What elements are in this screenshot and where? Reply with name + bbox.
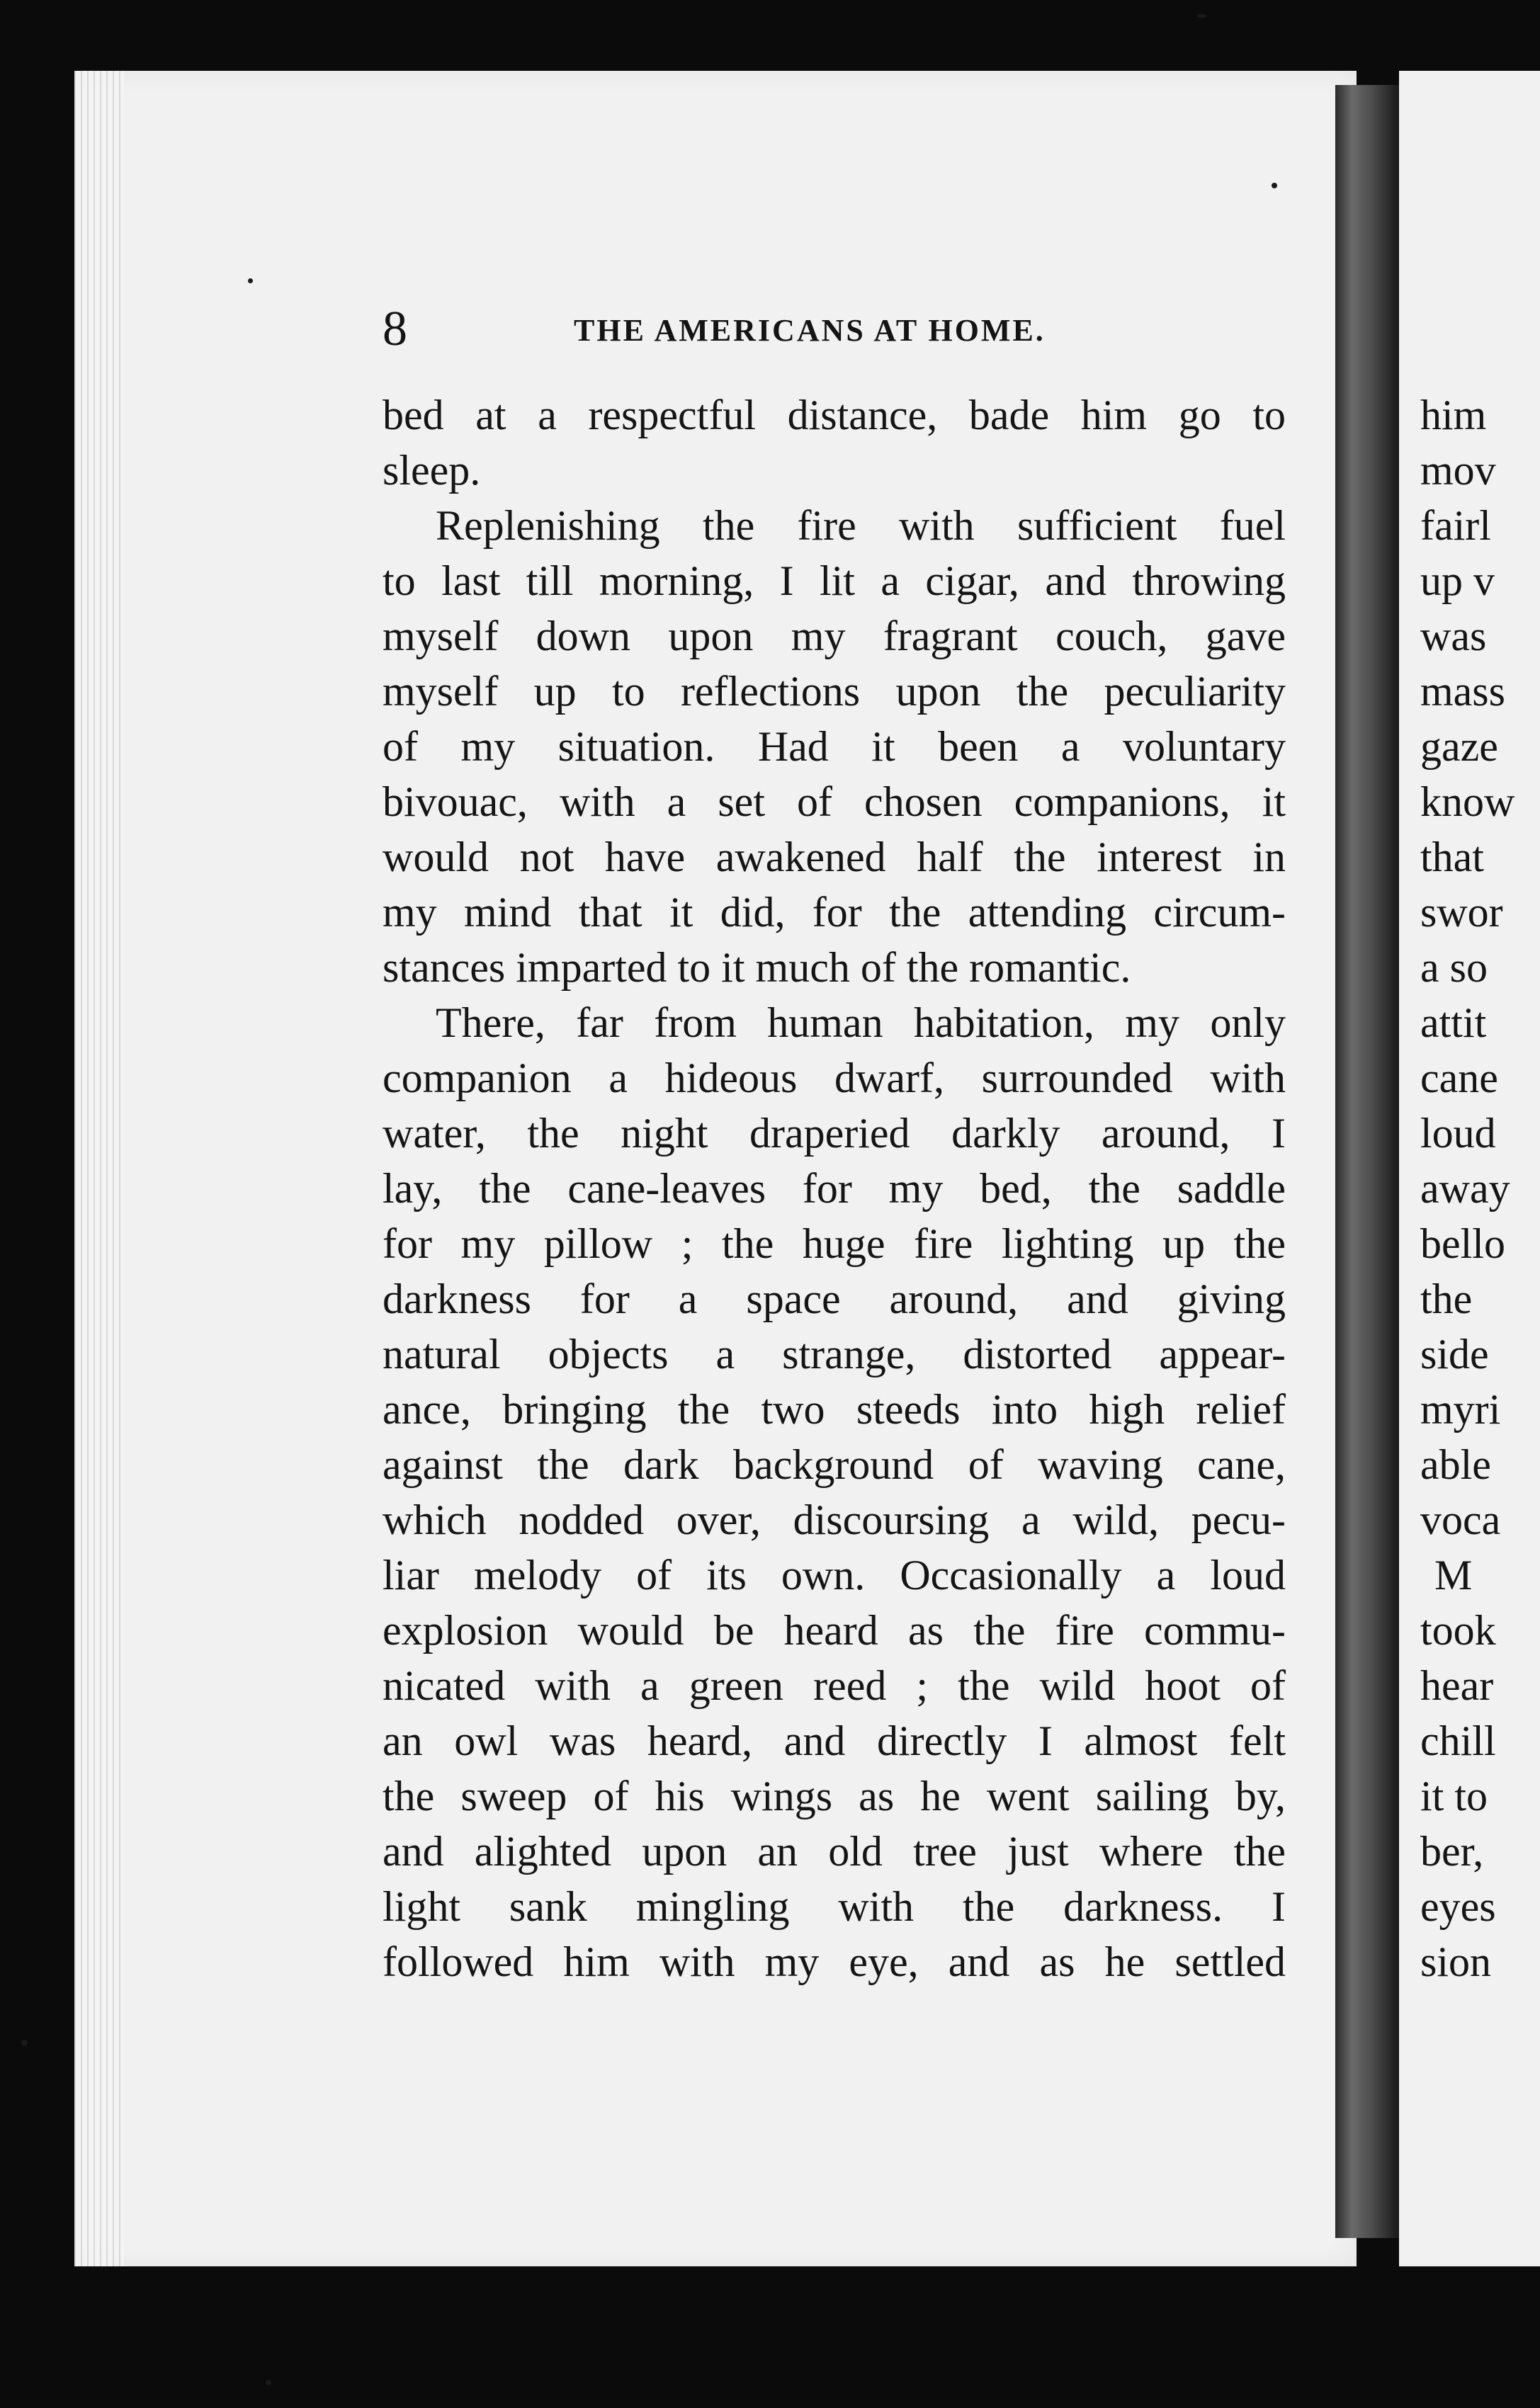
text-line: for my pillow ; the huge fire lighting up the [383,1220,1286,1267]
right-page-line: it to [1420,1773,1488,1819]
right-page-line: ber, [1420,1828,1484,1875]
right-page-line: M [1434,1552,1473,1598]
text-line: natural objects a strange, distorted appear- [383,1331,1286,1378]
text-line: nicated with a green reed ; the wild hoot of [383,1662,1286,1709]
page-number: 8 [383,302,407,356]
scan-speck [21,2040,28,2046]
scan-speck [1197,14,1207,18]
right-page-line: side [1420,1331,1489,1378]
text-line: companion a hideous dwarf, surrounded with [383,1055,1286,1101]
right-page-line: mov [1420,447,1496,494]
text-line: would not have awakened half the interest in [383,834,1286,880]
text-line: light sank mingling with the darkness. I [383,1883,1286,1930]
text-line: lay, the cane-leaves for my bed, the saddle [383,1165,1286,1212]
text-line: an owl was heard, and directly I almost felt [383,1717,1286,1764]
right-page-line: myri [1420,1386,1501,1433]
text-line: against the dark background of waving cane, [383,1441,1286,1488]
right-page-line: voca [1420,1497,1501,1543]
text-line: which nodded over, discoursing a wild, pecu- [383,1497,1286,1543]
text-line: darkness for a space around, and giving [383,1276,1286,1322]
right-page-line: him [1420,392,1487,438]
right-page-line: loud [1420,1110,1496,1157]
right-page-line: chill [1420,1717,1496,1764]
text-line: of my situation. Had it been a voluntary [383,723,1286,770]
text-line: and alighted upon an old tree just where the [383,1828,1286,1875]
right-page-line: sion [1420,1938,1492,1985]
right-page-line: attit [1420,999,1487,1046]
scan-speck [248,278,253,283]
right-page-line: know [1420,778,1515,825]
scan-speck [1272,183,1277,188]
text-line: bivouac, with a set of chosen companions, it [383,778,1286,825]
right-page-line: mass [1420,668,1505,715]
text-line: ance, bringing the two steeds into high relief [383,1386,1286,1433]
scan-speck [266,2380,271,2385]
text-line: bed at a respectful distance, bade him go to [383,392,1286,438]
book-gutter [1335,85,1403,2238]
right-page-line: took [1420,1607,1496,1654]
text-line: followed him with my eye, and as he settled [383,1938,1286,1985]
right-page-line: fairl [1420,502,1491,549]
text-line: explosion would be heard as the fire commu- [383,1607,1286,1654]
right-page-line: eyes [1420,1883,1496,1930]
right-page-line: swor [1420,889,1503,936]
right-page-line: the [1420,1276,1473,1322]
right-page-line: able [1420,1441,1491,1488]
text-line: water, the night draperied darkly around, I [383,1110,1286,1157]
text-line: There, far from human habitation, my only [436,999,1286,1046]
right-page-line: away [1420,1165,1510,1212]
text-line: my mind that it did, for the attending circum- [383,889,1286,936]
right-page-line: hear [1420,1662,1494,1709]
text-line: myself up to reflections upon the peculiarity [383,668,1286,715]
running-head [383,301,1303,358]
right-page [1399,71,1540,2266]
text-line: stances imparted to it much of the romantic. [383,944,1131,991]
right-page-line: bello [1420,1220,1505,1267]
right-page-line: a so [1420,944,1488,991]
right-page-line: that [1420,834,1484,880]
text-line: sleep. [383,447,481,494]
right-page-text [1420,387,1514,1989]
text-line: the sweep of his wings as he went sailing by, [383,1773,1286,1819]
right-page-line: up v [1420,557,1495,604]
text-line: liar melody of its own. Occasionally a loud [383,1552,1286,1598]
page-edges [74,71,124,2266]
text-line: Replenishing the fire with sufficient fuel [436,502,1286,549]
right-page-line: cane [1420,1055,1498,1101]
body-text [383,387,1286,1989]
text-line: myself down upon my fragrant couch, gave [383,613,1286,659]
running-title: THE AMERICANS AT HOME. [574,313,1046,348]
right-page-line: was [1420,613,1487,659]
text-line: to last till morning, I lit a cigar, and throwing [383,557,1286,604]
right-page-line: gaze [1420,723,1498,770]
